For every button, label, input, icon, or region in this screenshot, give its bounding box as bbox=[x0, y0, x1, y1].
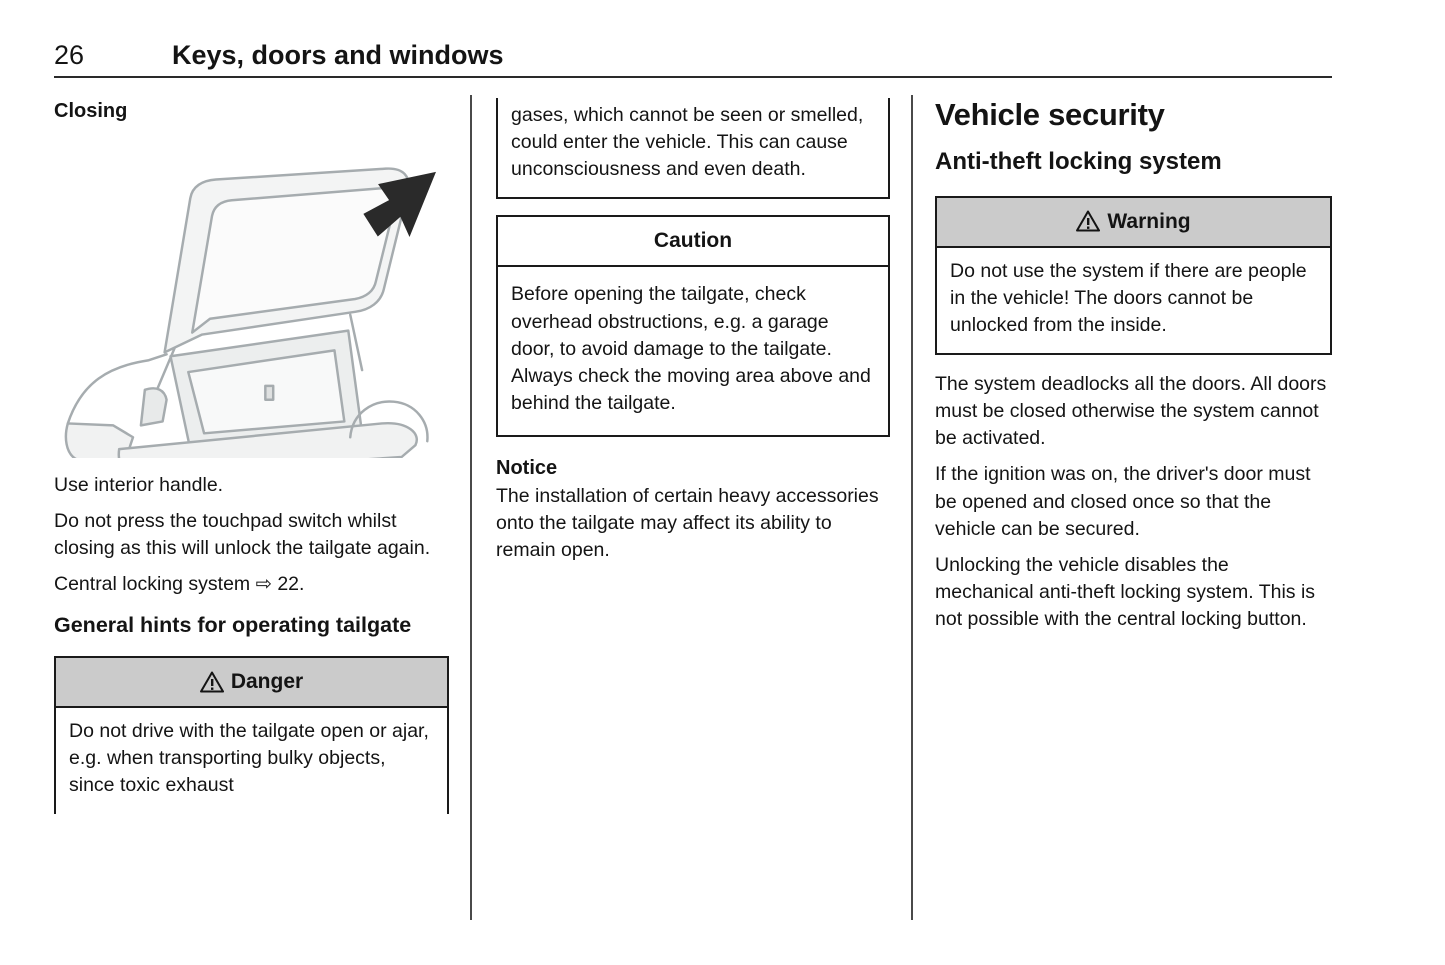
danger-box-title: Danger bbox=[230, 670, 304, 694]
right-column bbox=[935, 98, 1332, 642]
vehicle-security-heading: Vehicle security bbox=[935, 97, 1165, 132]
column-separator bbox=[911, 95, 913, 920]
danger-box-body: Do not drive with the tailgate open or ajar, e.g. when transporting bulky objects, since toxic exhaust bbox=[69, 720, 429, 797]
warning-triangle-icon bbox=[1076, 210, 1100, 232]
left-column bbox=[54, 98, 449, 814]
column-separator bbox=[470, 95, 472, 920]
warning-box-body: Do not use the system if there are people in the vehicle! The doors cannot be unlocked from the inside. bbox=[950, 259, 1307, 337]
warning-box-header bbox=[937, 198, 1330, 248]
chapter-title: Keys, doors and windows bbox=[172, 40, 504, 70]
warning-box-title: Warning bbox=[1107, 209, 1191, 233]
danger-continuation-text: gases, which cannot be seen or smelled, could enter the vehicle. This can cause unconsciousness and even death. bbox=[511, 104, 864, 181]
deadlock-paragraph: The system deadlocks all the doors. All doors must be closed otherwise the system cannot be activated. bbox=[935, 373, 1327, 450]
general-hints-heading: General hints for operating tailgate bbox=[54, 613, 412, 638]
closing-heading: Closing bbox=[54, 100, 128, 122]
danger-continuation-box bbox=[496, 98, 890, 199]
use-interior-handle-text: Use interior handle. bbox=[54, 473, 224, 496]
page-number: 26 bbox=[54, 40, 85, 70]
danger-box bbox=[54, 656, 449, 813]
notice-body: The installation of certain heavy accessories onto the tailgate may affect its ability to remain open. bbox=[496, 484, 879, 561]
touchpad-note-text: Do not press the touchpad switch whilst closing as this will unlock the tailgate again. bbox=[54, 509, 431, 559]
danger-triangle-icon bbox=[200, 671, 224, 693]
caution-box-body: Before opening the tailgate, check overhead obstructions, e.g. a garage door, to avoid damage to the tailgate. Always check the moving area above and behind the tailgate. bbox=[511, 283, 871, 414]
header-rule bbox=[54, 76, 1332, 78]
unlocking-paragraph: Unlocking the vehicle disables the mechanical anti-theft locking system. This is not possible with the central locking button. bbox=[935, 553, 1316, 630]
anti-theft-heading: Anti-theft locking system bbox=[935, 148, 1222, 176]
notice-heading: Notice bbox=[496, 456, 558, 479]
car-tailgate-drawing bbox=[54, 140, 449, 458]
tailgate-illustration bbox=[54, 140, 449, 458]
caution-box-title: Caution bbox=[653, 229, 733, 253]
warning-box bbox=[935, 196, 1332, 355]
danger-box-header bbox=[56, 658, 447, 708]
central-locking-reference: Central locking system ⇨ 22. bbox=[54, 573, 305, 596]
caution-box bbox=[496, 215, 890, 437]
caution-box-header bbox=[498, 217, 888, 267]
middle-column bbox=[496, 98, 890, 573]
ignition-paragraph: If the ignition was on, the driver's door must be opened and closed once so that the vehicle can be secured. bbox=[935, 463, 1311, 540]
